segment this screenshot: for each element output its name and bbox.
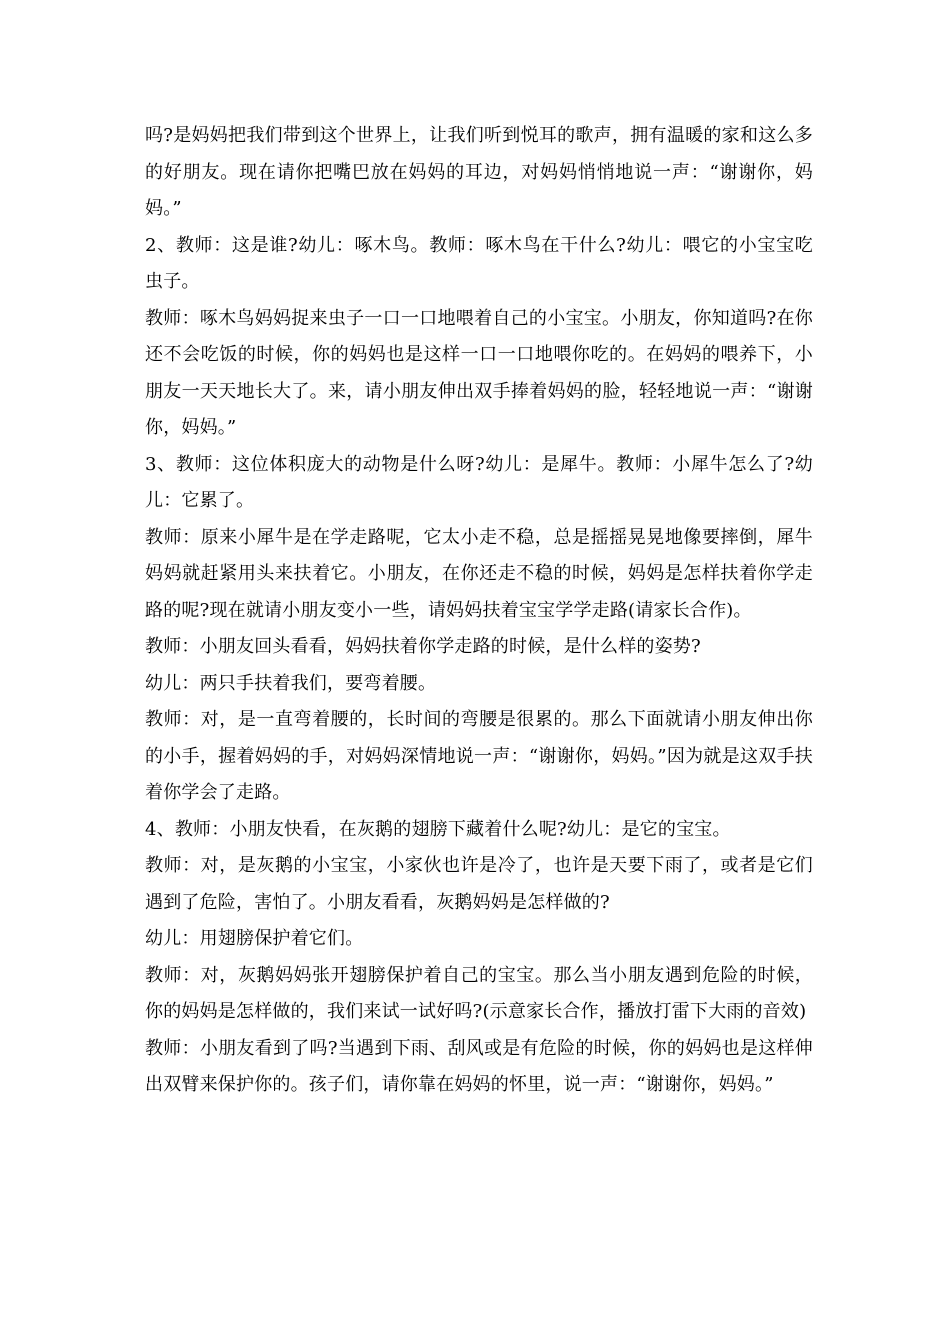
document-body <box>145 118 813 1104</box>
paragraph-11: 幼儿：用翅膀保护着它们。 <box>145 928 364 949</box>
paragraph-5: 教师：原来小犀牛是在学走路呢，它太小走不稳，总是摇摇晃晃地像要摔倒，犀牛妈妈就赶紧用头来扶着它。小朋友，在你还走不稳的时候，妈妈是怎样扶着你学走路的呢?现在就请小朋友变小一些，请妈妈扶着宝宝学学走路(请家长合作)。 <box>145 526 813 621</box>
paragraph-12: 教师：对，灰鹅妈妈张开翅膀保护着自己的宝宝。那么当小朋友遇到危险的时候，你的妈妈是怎样做的，我们来试一试好吗?(示意家长合作，播放打雷下大雨的音效) <box>145 964 813 1022</box>
paragraph-2: 2、教师：这是谁?幼儿：啄木鸟。教师：啄木鸟在干什么?幼儿：喂它的小宝宝吃虫子。 <box>145 234 813 292</box>
paragraph-4: 3、教师：这位体积庞大的动物是什么呀?幼儿：是犀牛。教师：小犀牛怎么了?幼儿：它累了。 <box>145 453 813 511</box>
paragraph-9: 4、教师：小朋友快看，在灰鹅的翅膀下藏着什么呢?幼儿：是它的宝宝。 <box>145 818 731 840</box>
paragraph-8: 教师：对，是一直弯着腰的，长时间的弯腰是很累的。那么下面就请小朋友伸出你的小手，握着妈妈的手，对妈妈深情地说一声：“谢谢你，妈妈。”因为就是这双手扶着你学会了走路。 <box>145 709 813 803</box>
paragraph-6: 教师：小朋友回头看看，妈妈扶着你学走路的时候，是什么样的姿势? <box>145 636 701 657</box>
paragraph-13: 教师：小朋友看到了吗?当遇到下雨、刮风或是有危险的时候，你的妈妈也是这样伸出双臂来保护你的。孩子们，请你靠在妈妈的怀里，说一声：“谢谢你，妈妈。” <box>145 1037 813 1095</box>
paragraph-1: 吗?是妈妈把我们带到这个世界上，让我们听到悦耳的歌声，拥有温暖的家和这么多的好朋友。现在请你把嘴巴放在妈妈的耳边，对妈妈悄悄地说一声：“谢谢你，妈妈。” <box>145 125 813 219</box>
paragraph-3: 教师：啄木鸟妈妈捉来虫子一口一口地喂着自己的小宝宝。小朋友，你知道吗?在你还不会吃饭的时候，你的妈妈也是这样一口一口地喂你吃的。在妈妈的喂养下，小朋友一天天地长大了。来，请小朋友伸出双手捧着妈妈的脸，轻轻地说一声：“谢谢你，妈妈。” <box>145 307 813 438</box>
paragraph-10: 教师：对，是灰鹅的小宝宝，小家伙也许是冷了，也许是天要下雨了，或者是它们遇到了危险，害怕了。小朋友看看，灰鹅妈妈是怎样做的? <box>145 855 813 913</box>
paragraph-7: 幼儿：两只手扶着我们，要弯着腰。 <box>145 672 437 694</box>
